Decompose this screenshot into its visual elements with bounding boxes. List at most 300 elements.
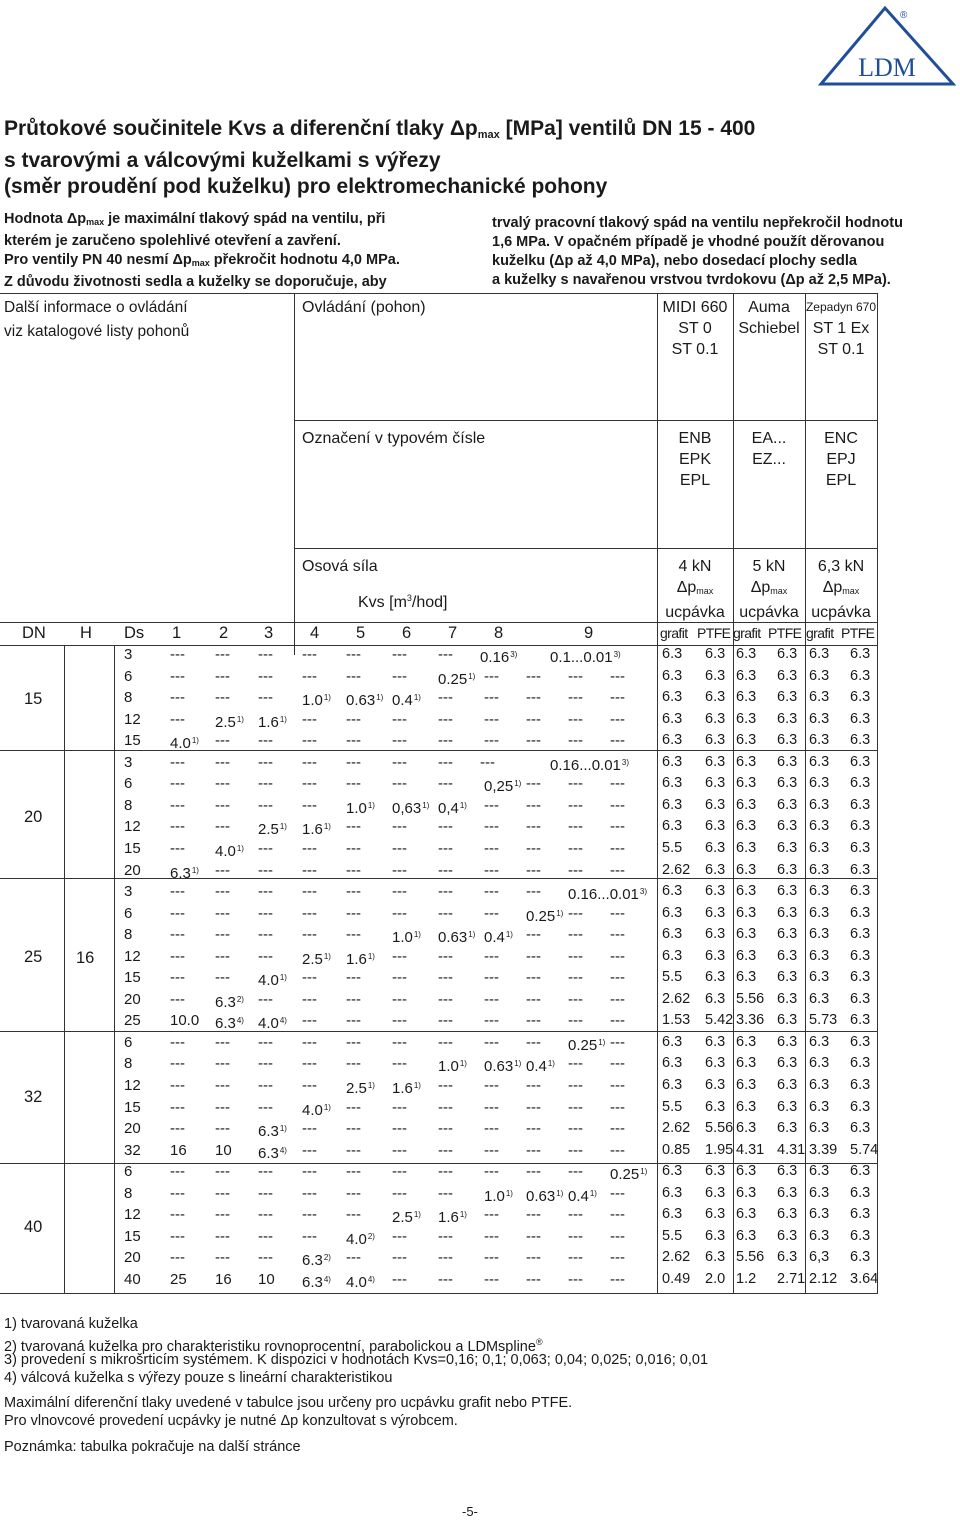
footnote-ref: 1) bbox=[505, 930, 513, 940]
kvs-cell: --- bbox=[346, 775, 361, 793]
dp-value: 6.3 bbox=[809, 1077, 830, 1093]
kvs-cell: --- bbox=[484, 1098, 499, 1116]
kvs-cell: --- bbox=[526, 947, 541, 965]
kvs-cell: --- bbox=[438, 1120, 453, 1138]
footnote-ref: 1) bbox=[556, 908, 564, 918]
kvs-cell: --- bbox=[568, 1163, 583, 1181]
kvs-cell: --- bbox=[215, 1184, 230, 1202]
ds-cell: 20 bbox=[124, 990, 141, 1008]
footnote-ref: 1) bbox=[236, 714, 244, 724]
packing-label: ucpávka bbox=[811, 604, 871, 621]
kvs-cell: --- bbox=[484, 1270, 499, 1288]
dp-value: 3.36 bbox=[736, 1012, 765, 1029]
kvs-cell: 0.25$^{1)}$ bbox=[568, 1036, 606, 1054]
kvs-cell: --- bbox=[215, 753, 230, 771]
ds-cell: 6 bbox=[124, 667, 133, 685]
dp-value: 6.3 bbox=[705, 1206, 726, 1223]
kvs-cell: --- bbox=[568, 710, 583, 728]
ds-cell: 25 bbox=[124, 1012, 141, 1030]
kvs-cell: 0.4$^{1)}$ bbox=[568, 1187, 597, 1205]
kvs-cell: --- bbox=[215, 1033, 230, 1051]
dp-value: 6.3 bbox=[850, 646, 871, 662]
kvs-cell: --- bbox=[568, 1270, 583, 1288]
kvs-cell: --- bbox=[610, 990, 625, 1008]
dp-value: 6.3 bbox=[777, 732, 798, 749]
dp-value: 6.3 bbox=[850, 1163, 871, 1180]
kvs-cell: --- bbox=[170, 1033, 185, 1051]
dp-value: 6.3 bbox=[777, 1077, 798, 1093]
dp-value: 6.3 bbox=[777, 861, 798, 878]
kvs-cell: 1.6$^{1)}$ bbox=[346, 950, 375, 968]
footnote-ref: 1) bbox=[191, 736, 199, 746]
kvs-cell: --- bbox=[302, 1184, 317, 1202]
kvs-cell: --- bbox=[568, 1206, 583, 1224]
footnote-ref: 1) bbox=[413, 930, 421, 940]
kvs-cell: --- bbox=[568, 1141, 583, 1159]
footnote-ref: 1) bbox=[514, 1059, 522, 1069]
kvs-cell: 2.5$^{1)}$ bbox=[392, 1209, 421, 1227]
kvs-cell: --- bbox=[170, 818, 185, 836]
kvs-cell: 0.4$^{1)}$ bbox=[526, 1058, 555, 1076]
footnote-ref: 4) bbox=[279, 1145, 287, 1155]
info-text: Další informace o ovládání viz katalogové listy pohonů bbox=[4, 299, 190, 340]
kvs-cell: --- bbox=[392, 775, 407, 793]
kvs-cell: --- bbox=[438, 969, 453, 987]
footnote-ref: 3) bbox=[510, 650, 518, 659]
ds-cell: 6 bbox=[124, 1033, 133, 1051]
dp-value: 6.3 bbox=[850, 818, 871, 835]
kvs-cell: --- bbox=[215, 1077, 230, 1094]
kvs-cell: --- bbox=[258, 1227, 273, 1245]
kvs-cell: --- bbox=[484, 1206, 499, 1224]
force-column bbox=[657, 556, 733, 623]
kvs-cell: 6.3$^{4)}$ bbox=[258, 1144, 287, 1162]
kvs-cell: 0.63$^{1)}$ bbox=[526, 1187, 564, 1205]
dp-value: 6.3 bbox=[705, 969, 726, 986]
kvs-cell: --- bbox=[438, 1141, 453, 1159]
packing-type: PTFE bbox=[768, 625, 802, 641]
column-header: 8 bbox=[494, 624, 504, 642]
kvs-cell: --- bbox=[484, 689, 499, 707]
kvs-cell: --- bbox=[215, 1098, 230, 1116]
kvs-cell: --- bbox=[346, 990, 361, 1008]
dp-value: 3.64 bbox=[850, 1270, 879, 1287]
kvs-cell: --- bbox=[346, 1249, 361, 1267]
packing-label: ucpávka bbox=[739, 604, 799, 621]
dp-value: 6.3 bbox=[777, 775, 798, 792]
kvs-cell: --- bbox=[170, 1098, 185, 1116]
kvs-cell: 4.0$^{1)}$ bbox=[302, 1101, 331, 1119]
ds-cell: 6 bbox=[124, 904, 133, 922]
kvs-cell: --- bbox=[568, 732, 583, 750]
divider bbox=[294, 420, 878, 421]
kvs-cell: --- bbox=[346, 753, 361, 771]
dp-max-label: $\Delta p_{max}$ bbox=[676, 579, 714, 596]
dp-value: 6.3 bbox=[705, 904, 726, 921]
dp-value: 6.3 bbox=[705, 796, 726, 813]
kvs-cell: 6.3$^{2)}$ bbox=[302, 1252, 331, 1270]
kvs-cell: 10 bbox=[258, 1270, 275, 1288]
kvs-cell: --- bbox=[392, 1098, 407, 1116]
dp-value: 6.3 bbox=[705, 1249, 726, 1266]
ds-cell: 6 bbox=[124, 775, 133, 793]
kvs-cell: --- bbox=[392, 732, 407, 750]
kvs-cell: --- bbox=[215, 1055, 230, 1073]
kvs-cell: --- bbox=[346, 969, 361, 987]
footnote-ref: 4) bbox=[236, 1016, 244, 1026]
kvs-cell: --- bbox=[610, 1141, 625, 1159]
dp-value: 6.3 bbox=[705, 947, 726, 964]
divider bbox=[0, 750, 878, 751]
kvs-cell: --- bbox=[258, 1163, 273, 1181]
kvs-cell: --- bbox=[438, 1012, 453, 1030]
kvs-cell: --- bbox=[484, 947, 499, 965]
dp-value: 6.3 bbox=[705, 1098, 726, 1115]
kvs-cell: --- bbox=[484, 861, 499, 879]
force-value: 6,3 kN bbox=[817, 558, 865, 575]
dp-value: 6.3 bbox=[662, 1184, 683, 1201]
kvs-cell: --- bbox=[610, 1098, 625, 1116]
dp-value: 2.62 bbox=[662, 1120, 691, 1137]
dp-value: 6.3 bbox=[662, 883, 683, 900]
dp-value: 6.3 bbox=[809, 969, 830, 986]
dp-value: 6.3 bbox=[662, 646, 683, 662]
footnote-4: 4) válcová kuželka s výřezy pouze s lineární charakteristikou bbox=[4, 1370, 393, 1386]
dp-value: 6.3 bbox=[809, 1206, 830, 1223]
footnote-ref: 1) bbox=[413, 1210, 421, 1220]
kvs-cell: --- bbox=[392, 1227, 407, 1245]
kvs-cell: --- bbox=[568, 1077, 583, 1094]
footnote-ref: 1) bbox=[367, 1081, 375, 1090]
dp-value: 5.5 bbox=[662, 1098, 683, 1115]
footnote-ref: 1) bbox=[323, 693, 331, 703]
divider bbox=[0, 1293, 878, 1294]
kvs-cell: --- bbox=[170, 796, 185, 814]
dp-value: 6.3 bbox=[736, 646, 757, 662]
kvs-cell: --- bbox=[170, 667, 185, 685]
dp-max-label: $\Delta p_{max}$ bbox=[822, 579, 860, 596]
dp-value: 6.3 bbox=[736, 1055, 757, 1072]
dp-value: 6.3 bbox=[736, 1033, 757, 1050]
kvs-cell: --- bbox=[610, 1055, 625, 1073]
kvs-cell: 0.1...0.01$^{3)}$ bbox=[550, 649, 621, 666]
dp-value: 6.3 bbox=[850, 990, 871, 1007]
dp-value: 6.3 bbox=[662, 775, 683, 792]
kvs-cell: --- bbox=[346, 1163, 361, 1181]
kvs-cell: 1.0$^{1)}$ bbox=[484, 1187, 513, 1205]
dp-value: 2.62 bbox=[662, 990, 691, 1007]
dn-label: 20 bbox=[24, 808, 43, 827]
kvs-cell: --- bbox=[258, 883, 273, 901]
footnote-ref: 1) bbox=[279, 1124, 287, 1134]
dp-value: 6.3 bbox=[850, 1249, 871, 1266]
ds-cell: 20 bbox=[124, 1120, 141, 1138]
divider bbox=[64, 645, 65, 1293]
dp-value: 6.3 bbox=[662, 1055, 683, 1072]
force-column bbox=[733, 556, 805, 623]
footnote-ref: 1) bbox=[367, 800, 375, 810]
footnote-ref: 2) bbox=[323, 1253, 331, 1263]
dp-value: 6.3 bbox=[777, 689, 798, 706]
dp-value: 6.3 bbox=[705, 753, 726, 770]
kvs-cell: --- bbox=[302, 1120, 317, 1138]
footnote-ref: 4) bbox=[367, 1274, 375, 1284]
kvs-cell: 0,63$^{1)}$ bbox=[392, 799, 430, 817]
kvs-cell: --- bbox=[170, 947, 185, 965]
kvs-cell: 1.0$^{1)}$ bbox=[438, 1058, 467, 1076]
kvs-cell: 0.25$^{1)}$ bbox=[610, 1166, 648, 1184]
kvs-cell: --- bbox=[438, 753, 453, 771]
kvs-cell: --- bbox=[568, 796, 583, 814]
footnote-ref: 1) bbox=[236, 843, 244, 853]
dp-value: 6.3 bbox=[736, 689, 757, 706]
dp-value: 6.3 bbox=[809, 1098, 830, 1115]
kvs-cell: 1.0$^{1)}$ bbox=[302, 692, 331, 710]
kvs-cell: 2.5$^{1)}$ bbox=[215, 713, 244, 731]
dp-value: 6.3 bbox=[809, 883, 830, 900]
ds-cell: 15 bbox=[124, 732, 141, 750]
kvs-cell: --- bbox=[392, 1249, 407, 1267]
kvs-cell: --- bbox=[484, 667, 499, 685]
footnote-ref: 1) bbox=[413, 693, 421, 703]
footnote-ref: 1) bbox=[323, 1102, 331, 1112]
kvs-cell: 1.6$^{1)}$ bbox=[258, 713, 287, 731]
kvs-cell: --- bbox=[392, 947, 407, 965]
kvs-cell: --- bbox=[526, 969, 541, 987]
kvs-cell: --- bbox=[526, 1077, 541, 1094]
dp-value: 5.56 bbox=[736, 990, 765, 1007]
kvs-cell: --- bbox=[346, 646, 361, 663]
dp-value: 6.3 bbox=[705, 926, 726, 943]
page-title: Průtokové součinitele Kvs a diferenční tlaky $\Delta p_{max}$ [MPa] ventilů DN 15 - 400 s tvarovými a válcovými kuželkami s výřezy (směr proudění pod kuželku) pro elektromechanické pohony bbox=[4, 117, 756, 198]
kvs-cell: 0.4$^{1)}$ bbox=[392, 692, 421, 710]
dp-value: 2.0 bbox=[705, 1270, 726, 1287]
kvs-cell: --- bbox=[610, 926, 625, 944]
kvs-cell: --- bbox=[526, 1012, 541, 1030]
column-header: 9 bbox=[584, 624, 594, 642]
kvs-cell: --- bbox=[215, 1163, 230, 1181]
dp-value: 6.3 bbox=[809, 839, 830, 856]
kvs-cell: --- bbox=[568, 1055, 583, 1073]
ds-cell: 3 bbox=[124, 646, 133, 663]
kvs-cell: --- bbox=[438, 1227, 453, 1245]
kvs-cell: --- bbox=[568, 990, 583, 1008]
kvs-cell: --- bbox=[258, 947, 273, 965]
footnote-ref: 1) bbox=[279, 822, 287, 832]
dp-value: 6.3 bbox=[736, 1098, 757, 1115]
dp-value: 6.3 bbox=[777, 1120, 798, 1137]
dp-value: 5.42 bbox=[705, 1012, 734, 1029]
kvs-cell: --- bbox=[438, 1163, 453, 1181]
kvs-cell: --- bbox=[610, 1227, 625, 1245]
kvs-cell: --- bbox=[170, 1077, 185, 1094]
dp-value: 1.2 bbox=[736, 1270, 757, 1287]
kvs-cell: --- bbox=[258, 796, 273, 814]
kvs-cell: --- bbox=[258, 861, 273, 879]
kvs-cell: --- bbox=[610, 775, 625, 793]
kvs-cell: --- bbox=[346, 1184, 361, 1202]
kvs-cell: --- bbox=[215, 883, 230, 901]
ldm-logo bbox=[812, 4, 960, 90]
kvs-cell: --- bbox=[170, 1055, 185, 1073]
kvs-cell: --- bbox=[258, 1249, 273, 1267]
kvs-cell: --- bbox=[526, 667, 541, 685]
packing-type: grafit bbox=[806, 625, 834, 641]
kvs-cell: --- bbox=[392, 646, 407, 663]
dp-value: 6.3 bbox=[809, 775, 830, 792]
kvs-cell: --- bbox=[484, 904, 499, 922]
dp-value: 6.3 bbox=[662, 818, 683, 835]
kvs-cell: --- bbox=[346, 1120, 361, 1138]
kvs-cell: --- bbox=[346, 1055, 361, 1073]
dp-value: 6.3 bbox=[850, 969, 871, 986]
kvs-cell: --- bbox=[484, 1033, 499, 1051]
kvs-cell: --- bbox=[170, 926, 185, 944]
kvs-cell: --- bbox=[610, 947, 625, 965]
kvs-cell: --- bbox=[568, 1012, 583, 1030]
packing-type: PTFE bbox=[841, 625, 875, 641]
dp-value: 6.3 bbox=[736, 753, 757, 770]
dp-value: 6.3 bbox=[850, 796, 871, 813]
dp-value: 5.56 bbox=[736, 1249, 765, 1266]
kvs-cell: --- bbox=[302, 667, 317, 685]
dp-value: 6.3 bbox=[662, 732, 683, 749]
dp-value: 6.3 bbox=[705, 839, 726, 856]
kvs-cell: 4.0$^{1)}$ bbox=[170, 735, 199, 753]
footnote-ref: 1) bbox=[367, 951, 375, 961]
dp-value: 6.3 bbox=[850, 1033, 871, 1050]
kvs-cell: --- bbox=[215, 646, 230, 663]
kvs-cell: --- bbox=[170, 689, 185, 707]
kvs-cell: 1.6$^{1)}$ bbox=[302, 821, 331, 839]
footnote-ref: 2) bbox=[367, 1231, 375, 1241]
dp-value: 6.3 bbox=[736, 883, 757, 900]
dp-value: 0.85 bbox=[662, 1141, 691, 1158]
dp-value: 6.3 bbox=[736, 775, 757, 792]
dp-value: 6.3 bbox=[736, 818, 757, 835]
kvs-cell: --- bbox=[302, 904, 317, 922]
dn-label: 40 bbox=[24, 1217, 43, 1236]
kvs-cell: --- bbox=[438, 883, 453, 901]
drive-auma: Auma Schiebel bbox=[738, 299, 800, 337]
kvs-cell: --- bbox=[392, 990, 407, 1008]
dp-value: 3.39 bbox=[809, 1141, 838, 1158]
kvs-cell: --- bbox=[346, 732, 361, 750]
kvs-cell: --- bbox=[610, 1077, 625, 1094]
kvs-cell: 6.3$^{1)}$ bbox=[170, 864, 199, 882]
kvs-cell: --- bbox=[302, 1033, 317, 1051]
dp-value: 6.3 bbox=[809, 1033, 830, 1050]
dp-value: 6.3 bbox=[777, 1184, 798, 1201]
dp-value: 6.3 bbox=[850, 883, 871, 900]
column-header: 4 bbox=[310, 624, 320, 642]
intro-left: Hodnota $\Delta p_{max}$ je maximální tlakový spád na ventilu, při kterém je zaručeno spolehlivé otevření a zavření. Pro ventily PN 40 nesmí $\Delta p_{max}$ překročit hodnotu 4,0 MPa. Z důvodu životnosti sedla a kuželky se doporučuje, aby bbox=[4, 211, 400, 290]
kvs-cell: --- bbox=[610, 1270, 625, 1288]
footnote-ref: 1) bbox=[505, 1188, 513, 1198]
dp-value: 6.3 bbox=[850, 710, 871, 727]
kvs-cell: --- bbox=[170, 1163, 185, 1181]
ds-cell: 8 bbox=[124, 796, 133, 814]
kvs-cell: 1.6$^{1)}$ bbox=[438, 1209, 467, 1227]
dp-value: 5.56 bbox=[705, 1120, 734, 1137]
dp-max-label: $\Delta p_{max}$ bbox=[750, 579, 788, 596]
dp-value: 6.3 bbox=[850, 753, 871, 770]
footnote-ref: 4) bbox=[323, 1274, 331, 1284]
dp-value: 4.31 bbox=[777, 1141, 806, 1158]
dp-value: 6.3 bbox=[736, 969, 757, 986]
force-column bbox=[805, 556, 877, 623]
kvs-cell: 4.0$^{4)}$ bbox=[346, 1273, 375, 1291]
ds-cell: 40 bbox=[124, 1270, 141, 1288]
kvs-cell: --- bbox=[438, 904, 453, 922]
footnote-ref: 1) bbox=[514, 779, 522, 789]
dp-value: 6.3 bbox=[809, 861, 830, 878]
kvs-cell: --- bbox=[392, 753, 407, 771]
dp-value: 6.3 bbox=[705, 990, 726, 1007]
kvs-cell: --- bbox=[215, 1120, 230, 1138]
packing-label: ucpávka bbox=[665, 604, 725, 621]
divider bbox=[0, 1031, 878, 1032]
dp-value: 6.3 bbox=[850, 1055, 871, 1072]
footnote-2: 2) tvarovaná kuželka pro charakteristiku rovnoprocentní, parabolickou a LDMspline® bbox=[4, 1337, 543, 1355]
dp-value: 6.3 bbox=[850, 904, 871, 921]
footnote-ref: 3) bbox=[621, 757, 630, 767]
kvs-cell: --- bbox=[610, 969, 625, 987]
kvs-cell: --- bbox=[568, 969, 583, 987]
kvs-cell: --- bbox=[438, 839, 453, 857]
ds-cell: 8 bbox=[124, 1184, 133, 1202]
kvs-cell: 6.3$^{1)}$ bbox=[258, 1123, 287, 1141]
kvs-cell: --- bbox=[610, 818, 625, 836]
dp-value: 6.3 bbox=[705, 710, 726, 727]
dp-value: 5.5 bbox=[662, 969, 683, 986]
kvs-label: Kvs $[m^3/hod]$ bbox=[358, 593, 448, 611]
dp-value: 6.3 bbox=[736, 1120, 757, 1137]
kvs-cell: --- bbox=[568, 926, 583, 944]
column-header: 5 bbox=[356, 624, 366, 642]
kvs-cell: --- bbox=[302, 1141, 317, 1159]
kvs-cell: --- bbox=[526, 1033, 541, 1051]
kvs-cell: --- bbox=[610, 732, 625, 750]
kvs-cell: --- bbox=[302, 861, 317, 879]
kvs-cell: --- bbox=[484, 796, 499, 814]
kvs-cell: --- bbox=[484, 710, 499, 728]
kvs-cell: --- bbox=[346, 904, 361, 922]
kvs-cell: --- bbox=[438, 1033, 453, 1051]
kvs-cell: --- bbox=[392, 667, 407, 685]
dp-value: 6.3 bbox=[850, 1012, 871, 1029]
dp-value: 6.3 bbox=[736, 796, 757, 813]
intro-right: trvalý pracovní tlakový spád na ventilu nepřekročil hodnotu 1,6 MPa. V opačném případě je vhodné použít děrovanou kuželku (Δp až 4,0 MPa), nebo dosedací plochy sedla a kuželky s navařenou vrstvou tvrdokovu (Δp až 2,5 MPa). bbox=[492, 215, 903, 288]
dp-value: 5.5 bbox=[662, 1227, 683, 1244]
dp-value: 6.3 bbox=[809, 1120, 830, 1137]
kvs-cell: --- bbox=[302, 1206, 317, 1224]
dp-value: 6.3 bbox=[809, 1184, 830, 1201]
kvs-cell: --- bbox=[215, 947, 230, 965]
dn-label: 25 bbox=[24, 948, 43, 967]
kvs-cell: --- bbox=[258, 1184, 273, 1202]
kvs-cell: --- bbox=[215, 1206, 230, 1224]
dp-value: 6.3 bbox=[850, 732, 871, 749]
packing-type: grafit bbox=[733, 625, 761, 641]
kvs-cell: --- bbox=[526, 1141, 541, 1159]
kvs-cell: --- bbox=[346, 1012, 361, 1030]
dp-value: 6.3 bbox=[777, 1227, 798, 1244]
kvs-cell: --- bbox=[258, 753, 273, 771]
kvs-cell: --- bbox=[568, 1249, 583, 1267]
dp-value: 6.3 bbox=[736, 1227, 757, 1244]
kvs-cell: --- bbox=[170, 1120, 185, 1138]
